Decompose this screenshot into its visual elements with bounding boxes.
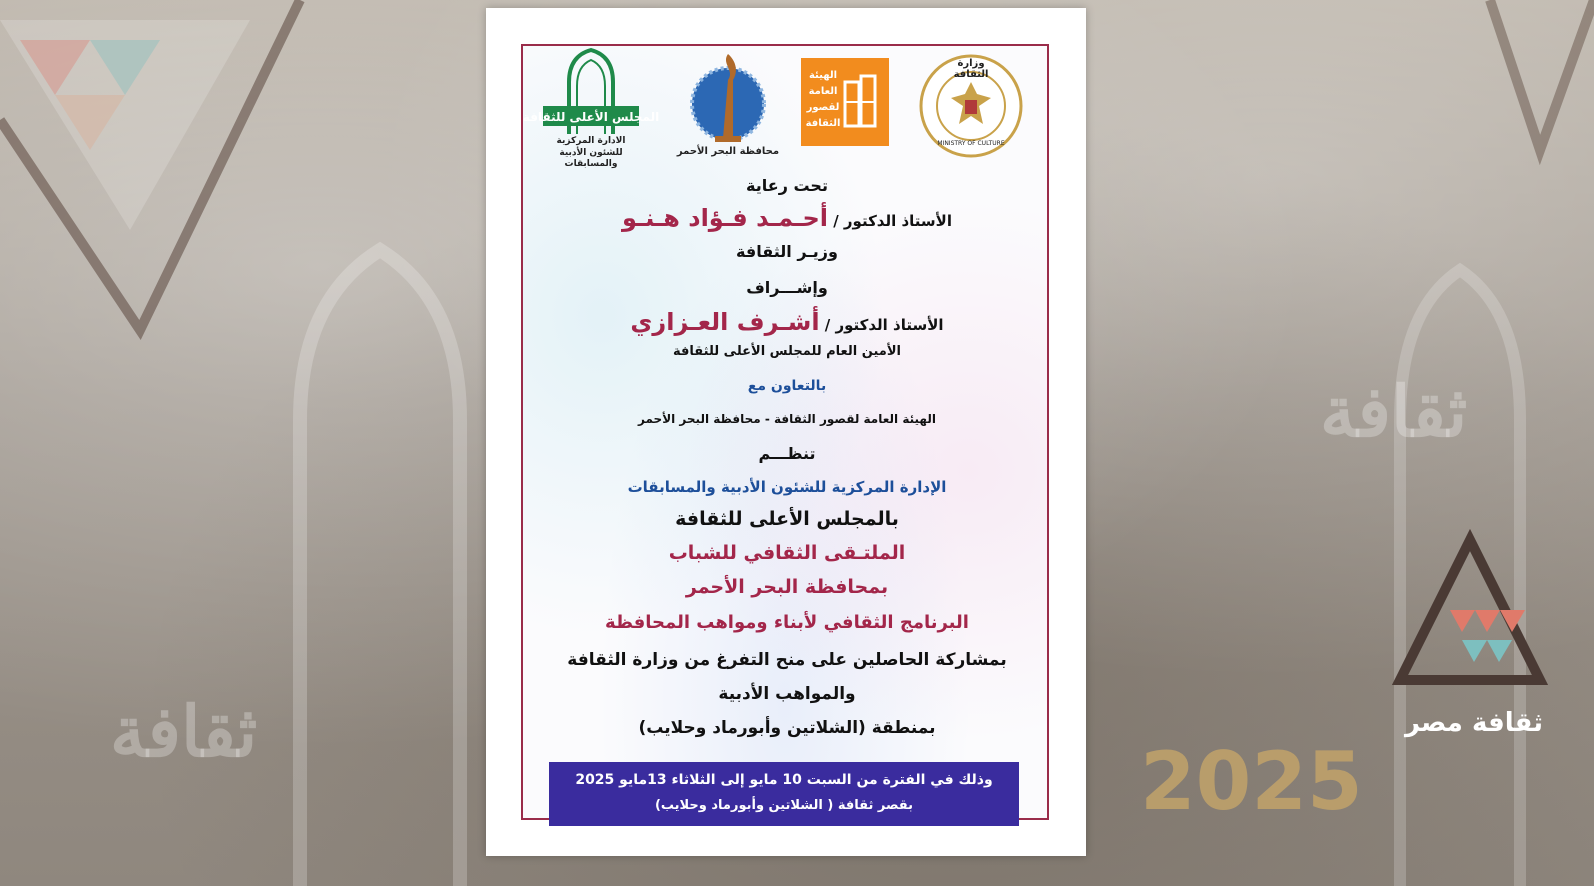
ministry-of-culture-logo	[919, 54, 1023, 158]
red-sea-governorate-logo	[673, 50, 783, 162]
supreme-council-logo	[522, 48, 660, 169]
organizer-council: بالمجلس الأعلى للثقافة	[675, 508, 899, 530]
council-caption-line2: للشئون الأدبية والمسابقات	[559, 148, 623, 169]
poster-frame	[521, 44, 1049, 820]
building-icon	[841, 72, 881, 132]
cooperation-label: بالتعاون مع	[747, 378, 827, 394]
ministry-arabic-label: وزارة الثقافة	[953, 58, 989, 80]
participation-line1: بمشاركة الحاصلين على منح التفرغ من وزارة الثقافة	[567, 650, 1007, 670]
background-calligraphy-ghost-left: ثقافة	[110, 690, 258, 773]
patron-line	[523, 204, 1051, 232]
council-caption-line1: الادارة المركزية	[556, 136, 626, 146]
program-title: البرنامج الثقافي لأبناء ومواهب المحافظة	[605, 612, 969, 633]
supervisor-title: الأمين العام للمجلس الأعلى للثقافة	[673, 344, 901, 359]
supervisor-name: أشـرف العـزازي	[630, 308, 820, 336]
poster	[486, 8, 1086, 856]
event-name: الملتـقى الثقافي للشباب	[668, 542, 906, 564]
under-patronage: تحت رعاية	[746, 176, 828, 195]
event-location: بمحافظة البحر الأحمر	[685, 576, 889, 598]
organizes-label: تنظـــم	[758, 444, 816, 463]
partners-line: الهيئة العامة لقصور الثقافة - محافظة البحر الأحمر	[638, 412, 936, 426]
region-line: بمنطقة (الشلاتين وأبورماد وحلايب)	[638, 718, 936, 738]
supervision-label: وإشـــراف	[746, 278, 828, 297]
svg-text:المجلس الأعلى للثقافة: المجلس الأعلى للثقافة	[522, 110, 660, 124]
patron-title: وزيـر الثقافة	[736, 242, 838, 261]
date-banner	[549, 762, 1019, 826]
supervisor-line	[523, 308, 1051, 336]
patron-name: أحـمـد فـؤاد هـنـو	[622, 204, 828, 232]
organizer-department: الإدارة المركزية للشئون الأدبية والمسابقات	[627, 478, 947, 496]
culture-palaces-authority-logo	[801, 58, 889, 146]
ministry-english-label: MINISTRY OF CULTURE	[937, 140, 1005, 147]
background-year: 2025	[1140, 735, 1363, 828]
governorate-caption: محافظة البحر الأحمر	[676, 146, 780, 157]
logos-row	[523, 46, 1051, 176]
background-calligraphy-ghost: ثقافة	[1320, 370, 1468, 453]
authority-label: الهيئة العامة لقصور الثقافة	[805, 70, 841, 129]
participation-line2: والمواهب الأدبية	[718, 684, 856, 704]
venue-line: بقصر ثقافة ( الشلاتين وأبورماد وحلايب)	[654, 798, 914, 813]
supervisor-prefix: الأستاذ الدكتور /	[819, 316, 944, 334]
brand-logo-text: ثقافة مصر	[1405, 708, 1543, 738]
date-line: وذلك في الفترة من السبت 10 مايو إلى الثلاثاء 13مايو 2025	[575, 772, 993, 788]
patron-prefix: الأستاذ الدكتور /	[828, 212, 952, 230]
